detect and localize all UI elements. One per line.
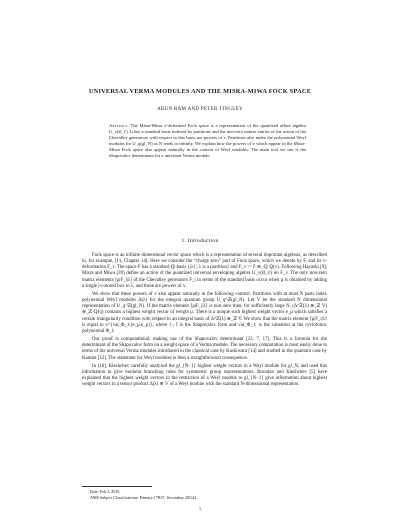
footnote-rule — [82, 486, 152, 487]
paper-authors: ARUN RAM AND PETER TINGLEY — [157, 107, 243, 112]
paragraph: Our proof is computational, making use of the Shapovalov determinant [23, 7, 17]. This is a formula for the determinant of the Shapovalov form on a weight space of a Verma module. The necessary computation is most easily done in terms of the universal Verma modules introduced in the classical case by Kashiwara [14] and studied in the quantum case by Kamita [12]. The statement for Weyl modules is then a straightforward consequence. — [82, 337, 327, 361]
page-number: 1 — [198, 506, 202, 511]
section-heading: 1. Introduction — [181, 238, 219, 244]
abstract — [109, 123, 306, 159]
footnotes — [82, 486, 327, 500]
paragraph: In [16], Kleshchev carefully analyzed the gl_{N−1} highest weight vectors in a Weyl module for gl_N, and used this information to give modular branching rules for symmetric group representations. Brundan and Kleshchev [5] have explained that the highest weight vectors in the restriction of a Weyl module to gl_{N−1} give information about highest weight vectors in a tensor product Δ(λ) ⊗ V of a Weyl module with the standard N-dimensional representation — [82, 363, 327, 388]
paragraph: Fock space is an infinite dimensional vector space which is a representation of several important algebras, as described in, for example, [11, Chapter 14]. Here we consider the “charge zero” part of Fock space, which we denote by F, and its v-deformation F_v. The space F has a standard ℚ-basis {|λ⟩ | λ is a partition} and F_v := F ⊗_ℚ ℚ(v). Following Hayashi [9], Misra and Miwa [20] define an action of the quantized universal enveloping algebra U_v(ŝl_ℓ) on F_v. The only non-zero matrix elements ⟨μ|F_i|λ⟩ of the Chevalley generators F_i in terms of the standard basis occur when μ is obtained by adding a single i-colored box to λ, and these are powers of v. — [82, 253, 327, 289]
footnote-date: Date: Feb 2, 2010. — [90, 489, 121, 494]
paper-title: UNIVERSAL VERMA MODULES AND THE MISRA-MIWA FOCK SPACE — [88, 88, 312, 95]
footnote-ams: AMS Subject Classifications: Primary 17B37; Secondary 20G42. — [90, 494, 198, 500]
paragraph: We show that these powers of v also appear naturally in the following context: Partitions with at most N parts index polynomial Weyl modules Δ(λ) for the integral quantum group U_q^ℤ(gl_N). Let V be the standard N dimensional representation of U_q^ℤ(gl_N). If the matrix element ⟨μ|F_i|λ⟩ is non-zero then, for sufficiently large N, (Δ^ℤ(λ) ⊗_ℤ V) ⊗_ℤ ℚ(q) contains a highest weight vector of weight μ. There is a unique such highest weight vector e_μ which satisfies a certain triangularity condition with respect to an integral basis of Δ^ℤ(λ) ⊗_ℤ V. We show that the matrix element ⟨μ|F_i|λ⟩ is equal to v^{val_Φ_ℓ(e_μ,e_μ)}, where ⟨·,·⟩ is the Shapovalov form and val_Φ_ℓ is the valuation at the cyclotomic polynomial Φ_ℓ. — [82, 291, 327, 334]
body-text — [82, 253, 327, 390]
abstract-text: The Misra-Miwa v-deformed Fock space is a representation of the quantized affine algebra U_v(ŝl_ℓ). It has a standard basis indexed by partitions and the non-zero matrix entries of the action of the Chevalley generators with respect to this basis are powers of v. Partitions also index the polynomial Weyl modules for U_q(gl_N) as N tends to infinity. We explain how the powers of v which appear in the Misra-Miwa Fock space also appear naturally in the context of Weyl modules. The main tool we use is the Shapovalov determinant for a universal Verma module. — [109, 123, 306, 158]
abstract-label: Abstract. — [109, 123, 129, 128]
